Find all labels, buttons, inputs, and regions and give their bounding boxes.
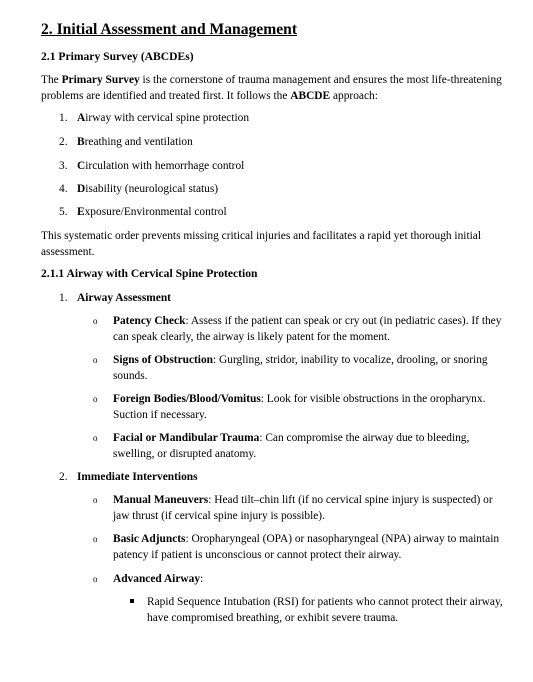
section-title: 2. Initial Assessment and Management (41, 21, 298, 38)
airway-heading: 2.1.1 Airway with Cervical Spine Protection (41, 267, 258, 280)
hollow-bullet-icon: o (93, 355, 98, 365)
hollow-bullet-icon: o (93, 433, 98, 443)
hollow-bullet-icon: o (93, 574, 98, 584)
abcde-step-airway: 1. Airway with cervical spine protection (59, 112, 250, 124)
hollow-bullet-icon: o (93, 534, 98, 544)
document-page: 2. Initial Assessment and Management 2.1 Primary Survey (ABCDEs) The Primary Survey is the cornerstone of trauma management and ensures the most life-threatening problems are identified and treated first. It follows the ABCDE approach: 1. Airway with cervical spine protection 2. Breathing and ventilation 3. Circulation with hemorrhage control 4. Disability (neurological status) 5. Exposure/Environmental control This systematic order prevents missing critical injuries and facilitates a rapid yet thorough initial assessment. 2.1.1 Airway with Cervical Spine Protection 1. Airway Assessment o Patency Check: Assess if the patient can speak or cry out (in pediatric cases). If they can speak clearly, the airway is likely patent for the moment. o Signs of Obstruction: Gurgling, stridor, inability to vocalize, drooling, or snoring sounds. o Foreign Bodies/Blood/Vomitus: Look for visible obstructions in the oropharynx. Suction if necessary. o Facial or Mandibular Trauma: Can compromise the airway due to bleeding, swelling, or disrupted anatomy. 2. Immediate Interventions o Manual Maneuvers: Head tilt–chin lift (if no cervical spine injury is suspected) or jaw thrust (if cervical spine injury is possible). o Basic Adjuncts: Oropharyngeal (OPA) or nasopharyngeal (NPA) airway to maintain patency if patient is unconscious or cannot protect their airway. o Advanced Airway: Rapid Sequence Intubation (RSI) for patients who cannot protect their airway, have compromised breathing, or exhibit severe trauma. (41, 21, 503, 624)
airway-assessment-heading: 1. Airway Assessment (59, 292, 171, 304)
immediate-interventions-heading: 2. Immediate Interventions (59, 471, 198, 483)
hollow-bullet-icon: o (93, 495, 98, 505)
primary-survey-heading: 2.1 Primary Survey (ABCDEs) (41, 50, 194, 63)
primary-survey-intro: The Primary Survey is the cornerstone of trauma management and ensures the most life-threatening problems are identified and treated first. It follows the ABCDE approach: (41, 74, 502, 102)
abcde-step-disability: 4. Disability (neurological status) (59, 183, 219, 195)
abcde-step-exposure: 5. Exposure/Environmental control (59, 206, 227, 218)
square-bullet-icon (130, 599, 134, 603)
hollow-bullet-icon: o (93, 316, 98, 326)
abcde-step-breathing: 2. Breathing and ventilation (59, 136, 193, 148)
hollow-bullet-icon: o (93, 394, 98, 404)
primary-survey-summary: This systematic order prevents missing critical injuries and facilitates a rapid yet thorough initial assessment. (41, 230, 482, 258)
abcde-step-circulation: 3. Circulation with hemorrhage control (59, 160, 245, 172)
